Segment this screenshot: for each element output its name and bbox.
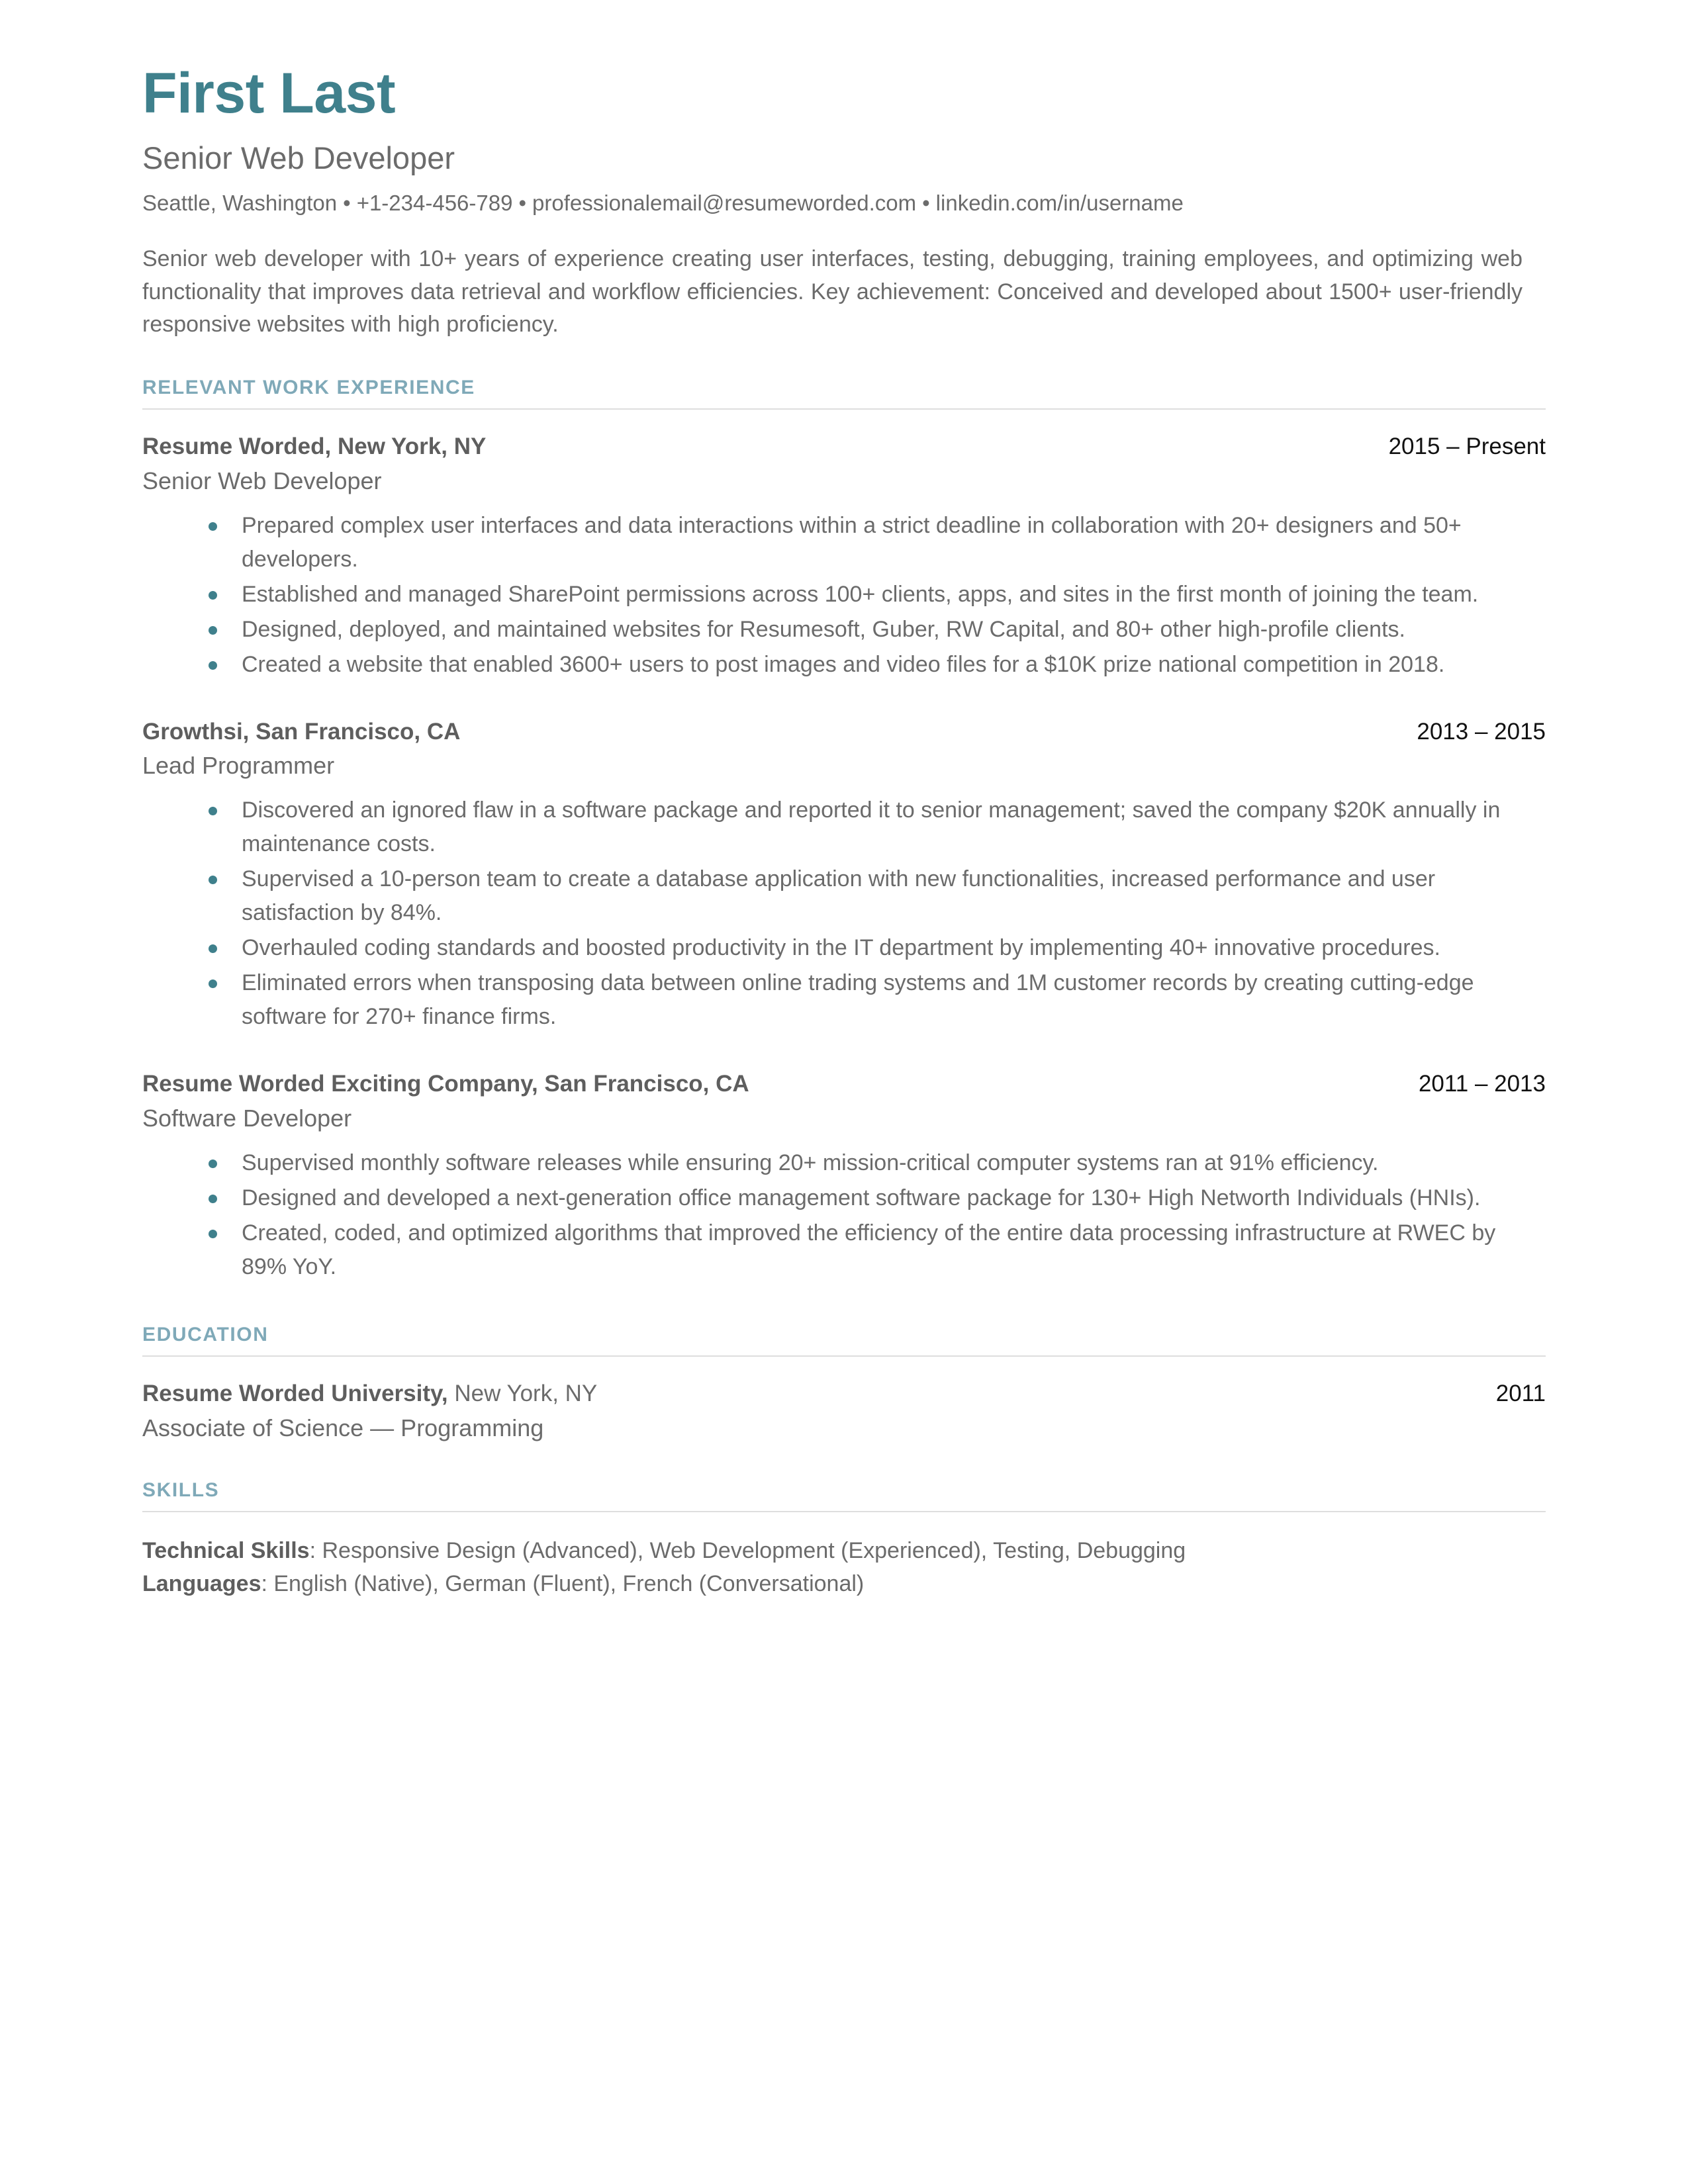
skills-technical-label: Technical Skills	[142, 1538, 310, 1564]
spacer	[142, 1443, 1546, 1479]
skills-technical-value: : Responsive Design (Advanced), Web Development (Experienced), Testing, Debugging	[309, 1538, 1186, 1564]
spacer	[142, 1285, 1546, 1324]
bullet-item: Discovered an ignored flaw in a software package and reported it to senior management; saved the company $20K annually in maintenance costs.	[203, 794, 1503, 861]
experience-entry-header	[142, 717, 1546, 747]
education-school	[142, 1379, 597, 1408]
contact-separator-2: •	[518, 191, 527, 216]
candidate-headline: Senior Web Developer	[142, 140, 455, 176]
bullet-item: Eliminated errors when transposing data between online trading systems and 1M customer records by creating cutting-edge software for 270+ finance firms.	[203, 966, 1503, 1034]
skills-languages-line	[142, 1568, 1546, 1600]
education-school-name: Resume Worded University,	[142, 1380, 448, 1406]
contact-linkedin[interactable]: linkedin.com/in/username	[935, 191, 1184, 216]
experience-bullet-list	[142, 509, 1546, 682]
bullet-item: Established and managed SharePoint permissions across 100+ clients, apps, and sites in the first month of joining the team.	[203, 578, 1503, 612]
education-date: 2011	[1495, 1380, 1546, 1406]
bullet-item: Prepared complex user interfaces and data interactions within a strict deadline in collaboration with 20+ designers and 50+ developers.	[203, 509, 1503, 576]
contact-phone: +1-234-456-789	[356, 191, 513, 216]
experience-entry-header	[142, 432, 1546, 461]
bullet-item: Designed, deployed, and maintained websites for Resumesoft, Guber, RW Capital, and 80+ other high-profile clients.	[203, 613, 1503, 647]
bullet-item: Designed and developed a next-generation office management software package for 130+ High Networth Individuals (HNIs).	[203, 1181, 1503, 1215]
contact-email[interactable]: professionalemail@resumeworded.com	[532, 191, 917, 216]
bullet-item: Created a website that enabled 3600+ users to post images and video files for a $10K prize national competition in 2018.	[203, 648, 1503, 682]
education-entry-header	[142, 1379, 1546, 1408]
resume-header	[142, 64, 1546, 341]
experience-bullet-list	[142, 794, 1546, 1034]
education-entry	[142, 1379, 1546, 1444]
education-school-location: New York, NY	[447, 1380, 598, 1406]
section-divider-education	[142, 1355, 1546, 1357]
bullet-item: Created, coded, and optimized algorithms that improved the efficiency of the entire data processing infrastructure at RWEC by 89% YoY.	[203, 1216, 1503, 1284]
candidate-name: First Last	[142, 62, 396, 125]
skills-languages-value: : English (Native), German (Fluent), French (Conversational)	[261, 1570, 865, 1596]
section-divider-skills	[142, 1511, 1546, 1512]
experience-entry	[142, 432, 1546, 682]
section-divider-experience	[142, 408, 1546, 410]
bullet-item: Overhauled coding standards and boosted productivity in the IT department by implementing 40+ innovative procedures.	[203, 931, 1503, 965]
section-experience	[142, 377, 1546, 1284]
contact-location: Seattle, Washington	[142, 191, 338, 216]
experience-date: 2013 – 2015	[1417, 718, 1546, 745]
section-education	[142, 1324, 1546, 1444]
experience-job-title: Lead Programmer	[142, 752, 335, 780]
section-skills	[142, 1479, 1546, 1600]
skills-technical-line	[142, 1535, 1546, 1567]
section-heading-education: EDUCATION	[142, 1323, 269, 1345]
spacer	[142, 683, 1546, 717]
experience-organization: Resume Worded Exciting Company, San Francisco, CA	[142, 1071, 749, 1097]
section-heading-experience: RELEVANT WORK EXPERIENCE	[142, 377, 475, 399]
experience-organization: Growthsi, San Francisco, CA	[142, 718, 461, 745]
experience-date: 2015 – Present	[1388, 433, 1546, 460]
bullet-item: Supervised a 10-person team to create a database application with new functionalities, increased performance and user satisfaction by 84%.	[203, 862, 1503, 930]
section-heading-skills: SKILLS	[142, 1479, 220, 1502]
experience-organization: Resume Worded, New York, NY	[142, 433, 487, 460]
experience-date: 2011 – 2013	[1418, 1071, 1546, 1097]
education-degree: Associate of Science — Programming	[142, 1414, 544, 1441]
bullet-item: Supervised monthly software releases while ensuring 20+ mission-critical computer systems ran at 91% efficiency.	[203, 1146, 1503, 1180]
experience-bullet-list	[142, 1146, 1546, 1284]
spacer	[142, 1035, 1546, 1069]
contact-separator-3: •	[922, 191, 930, 216]
contact-line	[142, 189, 1546, 218]
contact-separator-1: •	[343, 191, 351, 216]
skills-languages-label: Languages	[142, 1570, 261, 1596]
professional-summary: Senior web developer with 10+ years of experience creating user interfaces, testing, debugging, training employees, and optimizing web functionality that improves data retrieval and workflow efficiencies. Key achievement: Conceived and developed about 1500+ user-friendly responsive websites with high proficiency.	[142, 246, 1523, 337]
experience-entry	[142, 1069, 1546, 1284]
experience-job-title: Software Developer	[142, 1104, 352, 1132]
experience-entry-header	[142, 1069, 1546, 1099]
experience-entry	[142, 717, 1546, 1034]
experience-job-title: Senior Web Developer	[142, 467, 382, 494]
